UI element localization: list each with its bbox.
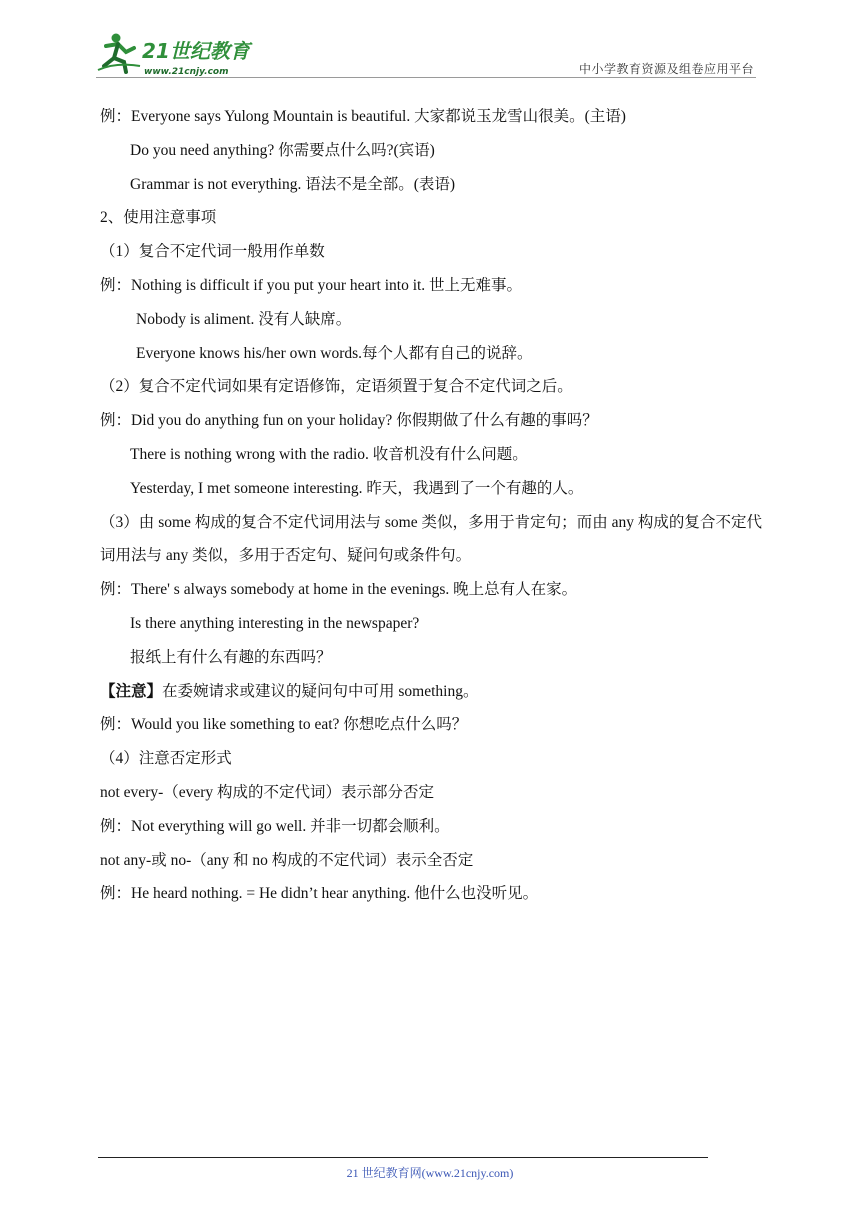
site-logo <box>96 32 266 78</box>
example-line: Yesterday, I met someone interesting. 昨天，我遇到了一个有趣的人。 <box>130 479 584 497</box>
example-line: Is there anything interesting in the newspaper? <box>130 614 420 632</box>
rule-heading: （4）注意否定形式 <box>100 750 232 768</box>
example-line: 例：Everyone says Yulong Mountain is beautiful. 大家都说玉龙雪山很美。(主语) <box>100 108 626 125</box>
logo-wordmark: 21世纪教育 <box>142 39 250 63</box>
rule-heading: （2）复合不定代词如果有定语修饰，定语须置于复合不定代词之后。 <box>100 378 573 396</box>
section-heading: 2、使用注意事项 <box>100 209 217 227</box>
example-line: Everyone knows his/her own words.每个人都有自己的说辞。 <box>136 344 533 362</box>
footer-link[interactable]: 21 世纪教育网(www.21cnjy.com) <box>346 1166 514 1180</box>
note-line <box>100 675 762 709</box>
note-label: 【注意】 <box>100 682 163 700</box>
example-line: There is nothing wrong with the radio. 收音机没有什么问题。 <box>130 445 528 463</box>
example-line: 例：Nothing is difficult if you put your heart into it. 世上无难事。 <box>100 276 523 294</box>
example-line: 例：Would you like something to eat? 你想吃点什么吗？ <box>100 716 468 734</box>
document-body <box>100 100 762 911</box>
rule-line: not any-或 no-（any 和 no 构成的不定代词）表示全否定 <box>100 851 474 869</box>
rule-heading: （1）复合不定代词一般用作单数 <box>100 243 325 261</box>
example-line: 例：He heard nothing. = He didn’t hear anything. 他什么也没听见。 <box>100 885 539 903</box>
platform-name: 中小学教育资源及组卷应用平台 <box>578 62 754 76</box>
example-line: Grammar is not everything. 语法不是全部。(表语) <box>130 175 456 193</box>
example-line: 例：Not everything will go well. 并非一切都会顺利。 <box>100 817 450 835</box>
rule-line: not every-（every 构成的不定代词）表示部分否定 <box>100 783 435 801</box>
example-translation: 报纸上有什么有趣的东西吗？ <box>130 648 332 666</box>
example-line: 例：There' s always somebody at home in the evenings. 晚上总有人在家。 <box>100 581 578 599</box>
example-line: Do you need anything? 你需要点什么吗?(宾语) <box>130 141 435 159</box>
logo-url: www.21cnjy.com <box>144 67 229 77</box>
note-text: 在委婉请求或建议的疑问句中可用 something。 <box>162 682 479 700</box>
page-header <box>0 0 860 80</box>
example-line: Nobody is aliment. 没有人缺席。 <box>136 310 352 328</box>
header-divider <box>96 77 756 78</box>
footer-divider <box>98 1157 708 1158</box>
rule-paragraph: （3）由 some 构成的复合不定代词用法与 some 类似，多用于肯定句；而由 any 构成的复合不定代词用法与 any 类似，多用于否定句、疑问句或条件句。 <box>100 513 762 565</box>
example-line: 例：Did you do anything fun on your holiday? 你假期做了什么有趣的事吗？ <box>100 412 598 430</box>
